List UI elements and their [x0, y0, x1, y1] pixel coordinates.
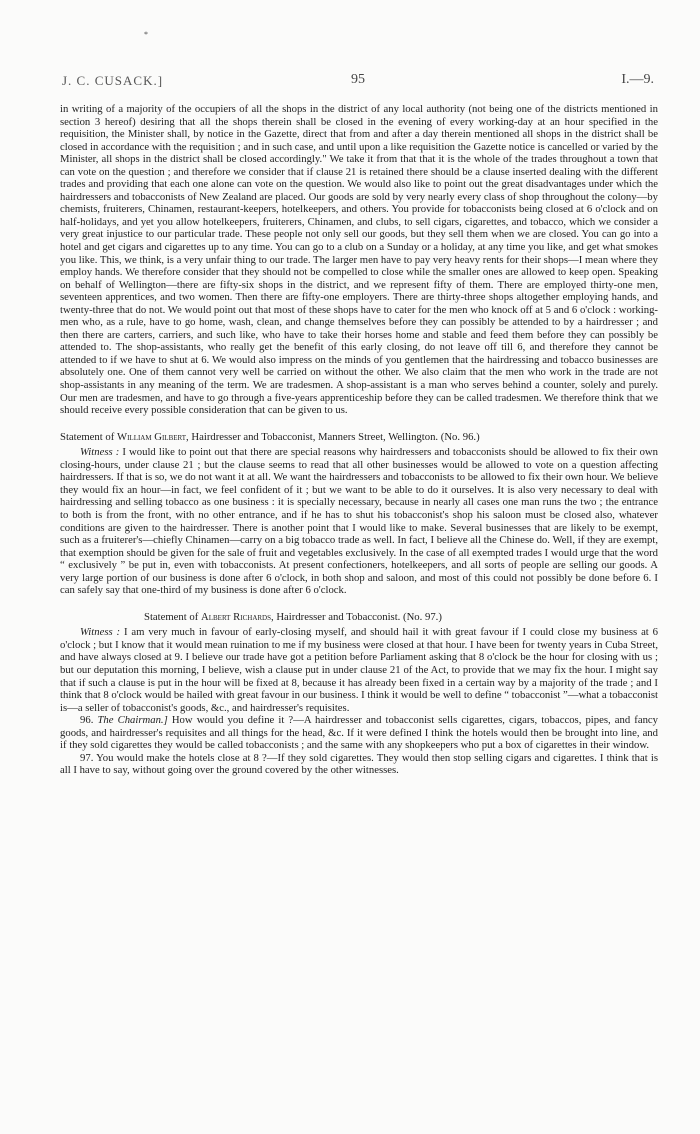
statement-prefix: Statement of [60, 430, 117, 443]
header-author: J. C. CUSACK.] [62, 73, 164, 88]
page-number: 95 [351, 72, 365, 87]
statement-heading-96 [60, 431, 658, 444]
statement-suffix: , Hairdresser and Tobacconist, Manners Street, Wellington. (No. 96.) [186, 430, 480, 443]
question-96 [60, 714, 658, 752]
question-number: 97. [80, 751, 94, 764]
witness-label: Witness : [80, 626, 121, 639]
document-body [60, 103, 658, 777]
question-text: How would you define it ?—A hairdresser and tobacconist sells cigarettes, cigars, tobaccos, pipes, and fancy goods, and hairdresser's requisites and all things for the head, &c. If it were defined I think the hotels would then be brought into line, and if they sold cigarettes they would be called tobacconists ; and the same with any shopkeepers who put a box of cigarettes in their window. [60, 714, 659, 752]
document-reference: I.—9. [621, 72, 654, 87]
testimony-text: I would like to point out that there are special reasons why hairdressers and tobacconists should be allowed to fix their own closing-hours, under clause 21 ; but the clause seems to read that all other businesses would be allowed to vote on a question affecting hairdressers. If that is so, we do not want it at all. We want the hairdressers and tobacconists to be allowed to fix their own hour. We believe they would fix an hour—in fact, we feel confident of it ; but we want to be able to do it ourselves. It is also very necessary to deal with hairdressing and selling tobacco as one business : it is specially necessary, because in nearly all cases one man runs the two ; the entrance to both is from the front, with no other entrance, and if he has to shut his tobacconist's shop his saloon must be closed also, whatever conditions are given to the hairdresser. There is another point that I would like to make. Several businesses that are likely to be exempt, such as a fruiterer's—chiefly Chinamen—carry on a big tobacco trade as well. In fact, I believe all the Chinese do. Well, if they are exempt, that exemption should be given for the sale of fruit and vegetables exclusively. In the case of all exempted trades I would urge that the word “ exclusively ” be put in, even with tobacconists. At present confectioners, hotelkeepers, and all sorts of people are selling our goods. A very large portion of our business is done after 6 o'clock, in both shop and saloon, and most of this could not possibly be done before 6. I can safely say that one-third of my business is done after 6 o'clock. [60, 446, 659, 597]
statement-prefix: Statement of [144, 610, 201, 623]
margin-mark: * [144, 30, 148, 39]
question-text: You would make the hotels close at 8 ?—If they sold cigarettes. They would then stop selling cigars and cigarettes. I think that is all I have to say, without going over the ground covered by the other witnesses. [60, 751, 658, 777]
testimony-text: I am very much in favour of early-closing myself, and should hail it with great favour if I could close my business at 6 o'clock ; but I know that it would mean ruination to me if my business were closed at that hour. I have been for twenty years in Cuba Street, and have always closed at 9. I believe our trade have got a petition before Parliament asking that 8 o'clock be the hour for closing with us ; but our deputation this morning, I believe, wish a clause put in under clause 21 of the Act, to provide that we may fix the hour. I might say that if such a clause is put in the hour will be fixed at 8, because it has already been fixed in a certain way by a majority of the trade ; and I think that 8 o'clock would be hailed with great favour in our business. I think it would be well to define “ tobacconist ”—what a tobacconist is—a seller of tobacconist's goods, &c., and hairdresser's requisites. [60, 626, 658, 714]
witness-label: Witness : [80, 446, 120, 459]
opening-paragraph: in writing of a majority of the occupiers of all the shops in the district of any local authority (not being one of the districts mentioned in section 3 hereof) desiring that all the shops therein shall be closed in the evening of every working-day at an hour specified in the requisition, the Minister shall, by notice in the Gazette, direct that from and after a day therein mentioned all shops in the district shall be closed in accordance with the requisition ; and in such case, and until upon a like requisition the Gazette notice is cancelled or varied by the Minister, all shops in the district shall be closed accordingly." We take it from that that it is the whole of the trades throughout a town that can vote on the question ; and therefore we consider that if clause 21 is retained there should be a clause inserted dealing with the different trades and providing that each one alone can vote on the question. We would also like to point out the great disadvantages under which the hairdressers and tobacconists of New Zealand are placed. Our goods are sold by very nearly every class of shop throughout the colony—by chemists, fruiterers, Chinamen, restaurant-keepers, hotelkeepers, and others. You provide for tobacconists being closed at 6 o'clock and on half-holidays, and yet you allow hotelkeepers, fruiterers, Chinamen, and clubs, to sell cigars, cigarettes, and tobacco, which we consider a very great injustice to our particular trade. These people not only sell our goods, but they sell them when we are closed. You can go into a hotel and get cigars and cigarettes up to any time. You can go to a club on a Sunday or a holiday, at any time you like, and get what smokes you like. This, we think, is a very unfair thing to our trade. The larger men have to pay very heavy rents for their shops—I mean where they employ hands. We therefore consider that they should not be compelled to close while the smaller ones are allowed to keep open. Speaking on behalf of Wellington—there are fifty-six shops in the district, and we represent fifty of them. There are employed thirty-one men, seventeen apprentices, and two women. Then there are fifty-one employers. There are thirty-three shops altogether employing hands, and twenty-three that do not. We would point out that most of these shops have to cater for the men who knock off at 5 and 6 o'clock : working-men who, as a rule, have to go home, wash, clean, and change themselves before they can possibly be attended to by a hairdresser ; and then there are carters, carriers, and such like, who have to take their horses home and stable and feed them before they can possibly be attended to. The shop-assistants, who really get the benefit of this early closing, do not leave off till 6, and therefore they cannot be attended to if we have to shut at 6. We would also impress on the minds of you gentlemen that the hairdressing and tobacco businesses are absolutely one. One of them cannot very well be carried on without the other. We also claim that the men who work in the trade are not shop-assistants in any meaning of the term. We are tradesmen. A shop-assistant is a man who serves behind a counter, solely and purely. Our men are tradesmen, and have to go through a five-years apprenticeship before they can be called tradesmen. We therefore think that we should receive every possible consideration that can be given to us. [60, 103, 658, 417]
statement-suffix: , Hairdresser and Tobacconist. (No. 97.) [271, 610, 442, 623]
page-header [62, 72, 654, 92]
statement-heading-97 [60, 611, 658, 624]
gilbert-testimony [60, 446, 658, 597]
speaker-label: The Chairman.] [97, 714, 168, 727]
question-number: 96. [80, 714, 94, 727]
witness-name: Albert Richards [201, 610, 271, 623]
witness-name: William Gilbert [117, 430, 187, 443]
richards-testimony [60, 626, 658, 714]
question-97 [60, 752, 658, 777]
